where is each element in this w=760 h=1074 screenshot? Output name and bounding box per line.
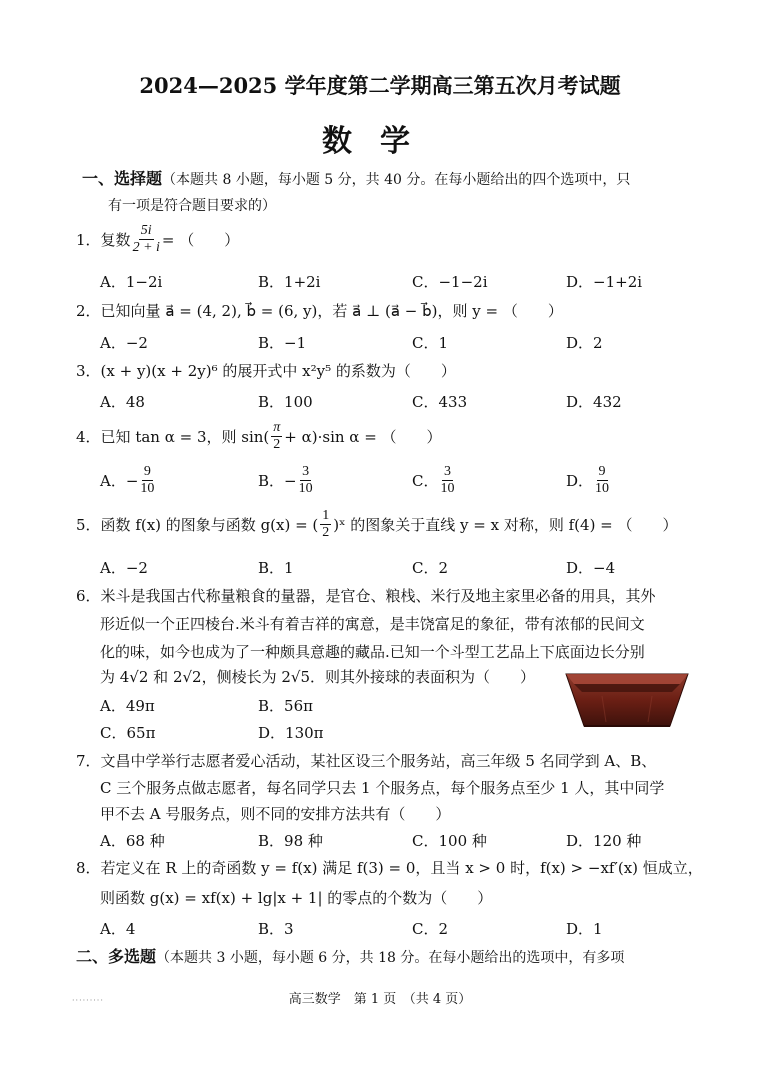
page-footer: 高三数学 第 1 页 （共 4 页） (288, 992, 472, 1007)
q4-option-b (258, 464, 315, 497)
q8-line1: 若定义在 R 上的奇函数 y = f(x) 满足 f(3) = 0，且当 x > 0 时，f(x) > −xf′(x) 恒成立， (100, 859, 703, 877)
q1-frac-num: 5i (140, 223, 152, 238)
q3-stem: (x + y)(x + 2y)⁶ 的展开式中 x²y⁵ 的系数为（ ） (100, 362, 456, 380)
q4-stem-pre: 已知 tan α = 3，则 sin( (100, 428, 270, 446)
q6-line1: 米斗是我国古代称量粮食的量器，是官仓、粮栈、米行及地主家里必备的用具，其外 (100, 587, 656, 605)
section-2-heading (76, 944, 624, 967)
q6-line4: 为 4√2 和 2√2，侧棱长为 2√5．则其外接球的表面积为（ ） (100, 668, 536, 686)
section-2-note: （本题共 3 小题，每小题 6 分，共 18 分。在每小题给出的选项中，有多项 (156, 950, 625, 966)
question-2 (76, 300, 563, 321)
q8-option-c: C．2 (412, 920, 449, 938)
section-note-cont: 有一项是符合题目要求的） (108, 198, 276, 214)
q2-option-c: C．1 (412, 334, 449, 352)
q7-option-a: A．68 种 (100, 832, 165, 850)
q2-option-b: B．−1 (258, 334, 307, 352)
footer-dots: ········· (72, 996, 104, 1005)
q8-option-b: B．3 (258, 920, 294, 938)
q7-line2: C 三个服务点做志愿者，每名同学只去 1 个服务点，每个服务点至少 1 人，其中同学 (100, 779, 665, 797)
section-heading (82, 166, 630, 189)
q1-option-b: B．1+2i (258, 273, 321, 291)
q5-stem-pre: 函数 f(x) 的图象与函数 g(x) = ( (100, 516, 319, 534)
q4-option-d-fraction (595, 464, 609, 497)
q5-frac-num: 1 (322, 508, 330, 523)
q1-fraction (133, 223, 160, 256)
question-3 (76, 360, 456, 381)
section-note: （本题共 8 小题，每小题 5 分，共 40 分。在每小题给出的四个选项中，只 (162, 172, 631, 188)
q1-stem-post: = （ ） (161, 231, 240, 249)
q5-option-b: B．1 (258, 559, 294, 577)
q4-option-c-label: C． (412, 472, 439, 490)
question-8 (76, 857, 703, 878)
q4-option-c-num: 3 (443, 464, 451, 479)
q5-option-c: C．2 (412, 559, 449, 577)
q6-line3: 化的味，如今也成为了一种颇具意趣的藏品.已知一个斗型工艺品上下底面边长分别 (100, 643, 645, 661)
q6-option-b: B．56π (258, 697, 313, 715)
q6-option-c: C．65π (100, 724, 156, 742)
question-7 (76, 750, 656, 771)
section-2-title: 二、多选题 (76, 947, 157, 966)
q6-number: 6． (76, 587, 101, 605)
q4-option-c-fraction (440, 464, 454, 497)
q5-fraction (320, 508, 331, 541)
q1-option-c: C．−1−2i (412, 273, 488, 291)
q4-option-a-num: 9 (143, 464, 151, 479)
mi-dou-photo (562, 656, 692, 732)
q4-option-a (100, 464, 156, 497)
exam-title: 2024—2025 学年度第二学期高三第五次月考试题 (139, 73, 621, 98)
q3-option-d: D．432 (566, 393, 622, 411)
q8-number: 8． (76, 859, 101, 877)
q4-option-b-fraction (299, 464, 313, 497)
q4-option-c (412, 464, 456, 497)
section-title: 一、选择题 (82, 169, 163, 188)
q6-option-a: A．49π (100, 697, 155, 715)
q5-option-a: A．−2 (100, 559, 148, 577)
q7-line3: 甲不去 A 号服务点，则不同的安排方法共有（ ） (100, 805, 451, 823)
q2-option-a: A．−2 (100, 334, 148, 352)
q4-frac-den: 2 (273, 437, 281, 452)
q5-number: 5． (76, 516, 101, 534)
q2-number: 2． (76, 302, 101, 320)
q4-option-d (566, 464, 611, 497)
q4-fraction (271, 420, 282, 453)
q4-option-d-num: 9 (598, 464, 606, 479)
q7-line1: 文昌中学举行志愿者爱心活动，某社区设三个服务站，高三年级 5 名同学到 A、B、 (100, 752, 657, 770)
q4-option-b-num: 3 (302, 464, 310, 479)
q4-option-a-den: 10 (140, 481, 155, 496)
q5-option-d: D．−4 (566, 559, 616, 577)
q4-option-c-den: 10 (440, 481, 455, 496)
question-4 (76, 420, 442, 453)
q4-option-a-label: A．− (100, 472, 139, 490)
q6-line2: 形近似一个正四棱台.米斗有着吉祥的寓意，是丰饶富足的象征，带有浓郁的民间文 (100, 615, 645, 633)
q4-stem-post: + α)·sin α = （ ） (284, 428, 442, 446)
q4-number: 4． (76, 428, 101, 446)
q4-option-d-label: D． (566, 472, 594, 490)
q1-option-a: A．1−2i (100, 273, 163, 291)
q3-number: 3． (76, 362, 101, 380)
q1-stem-pre: 复数 (100, 231, 131, 249)
q2-option-d: D．2 (566, 334, 603, 352)
question-5 (76, 508, 678, 541)
subject-title: 数学 (322, 124, 438, 159)
q4-option-b-label: B．− (258, 472, 297, 490)
q1-number: 1． (76, 231, 101, 249)
q4-frac-num: π (273, 420, 281, 435)
q7-option-b: B．98 种 (258, 832, 323, 850)
q2-stem: 已知向量 a⃗ = (4, 2), b⃗ = (6, y)，若 a⃗ ⊥ (a⃗ − b⃗)，则 y = （ ） (100, 302, 563, 320)
q1-option-d: D．−1+2i (566, 273, 643, 291)
q3-option-a: A．48 (100, 393, 145, 411)
q7-option-d: D．120 种 (566, 832, 642, 850)
q6-option-d: D．130π (258, 724, 324, 742)
q4-option-a-fraction (140, 464, 154, 497)
q5-frac-den: 2 (322, 525, 330, 540)
q7-option-c: C．100 种 (412, 832, 487, 850)
q8-option-a: A．4 (100, 920, 136, 938)
question-6 (76, 585, 656, 606)
q4-option-d-den: 10 (595, 481, 610, 496)
q8-line2: 则函数 g(x) = xf(x) + lg|x + 1| 的零点的个数为（ ） (100, 889, 493, 907)
q5-stem-post: )ˣ 的图象关于直线 y = x 对称，则 f(4) = （ ） (333, 516, 678, 534)
q3-option-c: C．433 (412, 393, 468, 411)
q1-frac-den: 2 + i (132, 240, 160, 255)
question-1 (76, 223, 239, 256)
q7-number: 7． (76, 752, 101, 770)
q4-option-b-den: 10 (298, 481, 313, 496)
q8-option-d: D．1 (566, 920, 603, 938)
q3-option-b: B．100 (258, 393, 313, 411)
